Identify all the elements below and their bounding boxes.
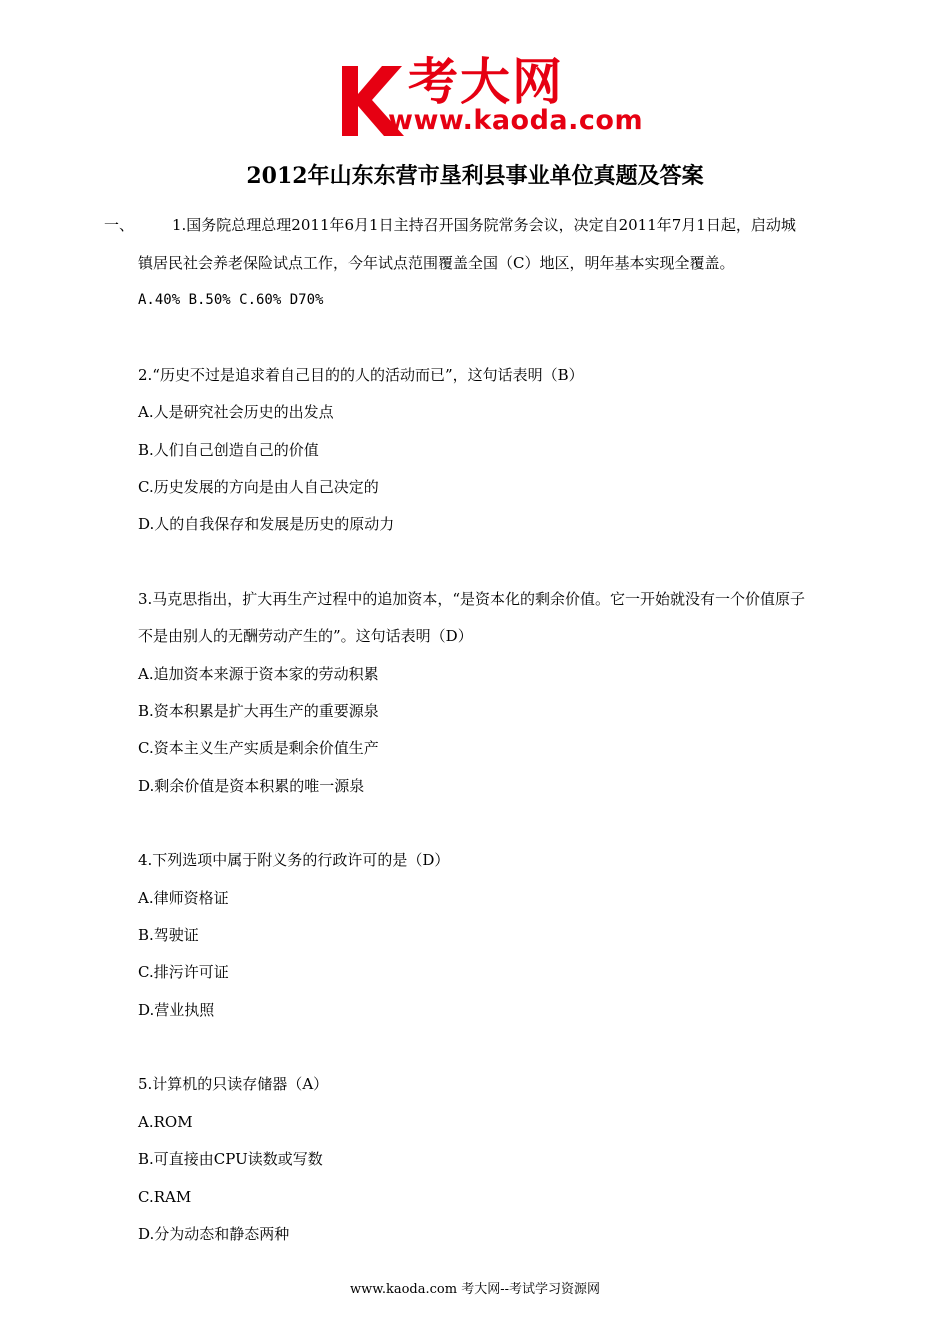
question-3-option-b: B.资本积累是扩大再生产的重要源泉 (138, 702, 379, 720)
question-1-line-2: 镇居民社会养老保险试点工作，今年试点范围覆盖全国（C）地区，明年基本实现全覆盖。 (138, 254, 735, 272)
question-4-option-b: B.驾驶证 (138, 926, 199, 944)
question-5-option-d: D.分为动态和静态两种 (138, 1225, 290, 1243)
logo-url: www.kaoda.com (388, 105, 644, 136)
question-4-option-c: C.排污许可证 (138, 963, 229, 981)
question-5-option-c: C.RAM (138, 1188, 192, 1206)
logo-wordmark: 考大网 (408, 53, 564, 111)
question-4-option-d: D.营业执照 (138, 1001, 215, 1019)
question-5-option-a: A.ROM (138, 1113, 193, 1131)
kaoda-logo (338, 52, 658, 144)
question-3-option-a: A.追加资本来源于资本家的劳动积累 (138, 665, 379, 683)
question-3-line-2: 不是由别人的无酬劳动产生的”。这句话表明（D） (138, 627, 473, 645)
question-2-option-c: C.历史发展的方向是由人自己决定的 (138, 478, 379, 496)
question-5-option-b: B.可直接由CPU读数或写数 (138, 1150, 323, 1168)
question-1-line-1: 1.国务院总理总理2011年6月1日主持召开国务院常务会议，决定自2011年7月1日起，启动城 (172, 216, 796, 234)
question-1-options: A.40% B.50% C.60% D70% (138, 292, 324, 308)
question-2-option-b: B.人们自己创造自己的价值 (138, 441, 319, 459)
question-2-option-a: A.人是研究社会历史的出发点 (138, 403, 334, 421)
question-5-stem: 5.计算机的只读存储器（A） (138, 1075, 329, 1093)
question-2-stem: 2.“历史不过是追求着自己目的的人的活动而已”，这句话表明（B） (138, 366, 584, 384)
question-3-line-1: 3.马克思指出，扩大再生产过程中的追加资本，“是资本化的剩余价值。它一开始就没有一个价值原子 (138, 590, 805, 608)
question-3-option-c: C.资本主义生产实质是剩余价值生产 (138, 739, 379, 757)
question-4-stem: 4.下列选项中属于附义务的行政许可的是（D） (138, 851, 450, 869)
page-footer: www.kaoda.com 考大网--考试学习资源网 (350, 1282, 600, 1297)
section-number: 一、 (104, 216, 135, 234)
question-3-option-d: D.剩余价值是资本积累的唯一源泉 (138, 777, 365, 795)
document-title: 2012年山东东营市垦利县事业单位真题及答案 (246, 163, 704, 189)
question-2-option-d: D.人的自我保存和发展是历史的原动力 (138, 515, 395, 533)
question-4-option-a: A.律师资格证 (138, 889, 229, 907)
